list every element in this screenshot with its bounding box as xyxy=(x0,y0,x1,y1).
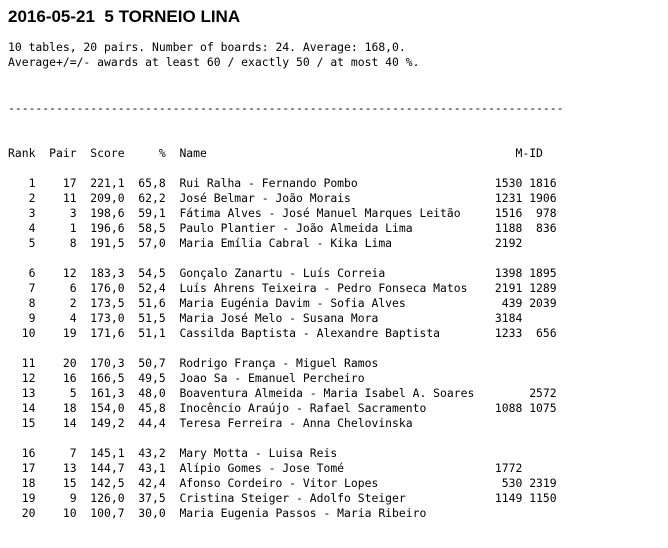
table-row: 15 14 149,2 44,4 Teresa Ferreira - Anna Chelovinska xyxy=(8,416,413,430)
table-row: 12 16 166,5 49,5 Joao Sa - Emanuel Percheiro xyxy=(8,371,365,385)
page-title: 2016-05-21 5 TORNEIO LINA xyxy=(8,7,241,26)
table-row: 2 11 209,0 62,2 José Belmar - João Morais 1231 1906 xyxy=(8,191,557,205)
table-row: 10 19 171,6 51,1 Cassilda Baptista - Alexandre Baptista 1233 656 xyxy=(8,326,557,340)
table-row: 5 8 191,5 57,0 Maria Emília Cabral - Kika Lima 2192 xyxy=(8,236,523,250)
table-row: 16 7 145,1 43,2 Mary Motta - Luisa Reis xyxy=(8,446,338,460)
table-row: 9 4 173,0 51,5 Maria José Melo - Susana Mora 3184 xyxy=(8,311,523,325)
results-table xyxy=(8,131,557,536)
table-row: 18 15 142,5 42,4 Afonso Cordeiro - Vitor Lopes 530 2319 xyxy=(8,476,557,490)
table-row: 17 13 144,7 43,1 Alípio Gomes - Jose Tomé 1772 xyxy=(8,461,523,475)
table-row: 1 17 221,1 65,8 Rui Ralha - Fernando Pombo 1530 1816 xyxy=(8,176,557,190)
divider-rule: --------------------------------------------------------------------------------- xyxy=(8,101,564,115)
table-row: 3 3 198,6 59,1 Fátima Alves - José Manuel Marques Leitão 1516 978 xyxy=(8,206,557,220)
table-row: 4 1 196,6 58,5 Paulo Plantier - João Almeida Lima 1188 836 xyxy=(8,221,557,235)
spacer xyxy=(8,341,557,356)
table-row: 6 12 183,3 54,5 Gonçalo Zanartu - Luís Correia 1398 1895 xyxy=(8,266,557,280)
table-row: 8 2 173,5 51,6 Maria Eugénia Davim - Sofia Alves 439 2039 xyxy=(8,296,557,310)
spacer xyxy=(8,161,557,176)
summary-line: 10 tables, 20 pairs. Number of boards: 24. Average: 168,0. xyxy=(8,40,406,54)
table-row: 14 18 154,0 45,8 Inocêncio Araújo - Rafael Sacramento 1088 1075 xyxy=(8,401,557,415)
results-header: Rank Pair Score % Name M-ID xyxy=(8,146,543,160)
summary-line: Average+/=/- awards at least 60 / exactly 50 / at most 40 %. xyxy=(8,55,420,69)
table-row: 20 10 100,7 30,0 Maria Eugenia Passos - Maria Ribeiro xyxy=(8,506,427,520)
table-row: 13 5 161,3 48,0 Boaventura Almeida - Maria Isabel A. Soares 2572 xyxy=(8,386,557,400)
spacer xyxy=(8,251,557,266)
table-row: 7 6 176,0 52,4 Luís Ahrens Teixeira - Pedro Fonseca Matos 2191 1289 xyxy=(8,281,557,295)
spacer xyxy=(8,431,557,446)
tournament-summary xyxy=(8,40,419,70)
table-row: 19 9 126,0 37,5 Cristina Steiger - Adolfo Steiger 1149 1150 xyxy=(8,491,557,505)
table-row: 11 20 170,3 50,7 Rodrigo França - Miguel Ramos xyxy=(8,356,379,370)
